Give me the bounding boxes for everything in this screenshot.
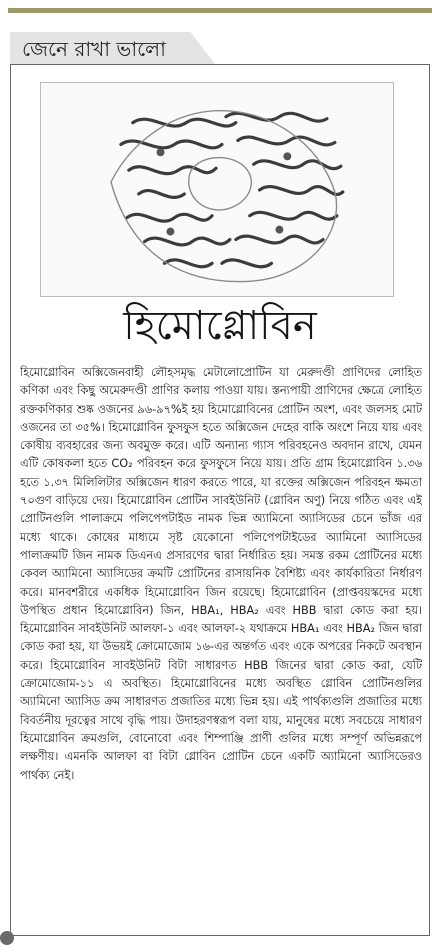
corner-bullet-icon: [0, 931, 14, 945]
top-rule: [8, 8, 432, 13]
article-headline: হিমোগ্লোবিন: [123, 303, 317, 349]
hemoglobin-structure-image: [40, 82, 394, 297]
section-title: জেনে রাখা ভালো: [22, 37, 166, 61]
article-body: হিমোগ্লোবিন অক্সিজেনবাহী লৌহসমৃদ্ধ মেটালোপ্রোটিন যা মেরুদণ্ডী প্রাণিদের লোহিত কণিকা এবং কিছু অমেরুদণ্ডী প্রাণির কলায় পাওয়া যায়। স্তন্যপায়ী প্রাণিদের ক্ষেত্রে লোহিত রক্তকণিকার শুষ্ক ওজনের ৯৬-৯৭%ই হয় হিমোগ্লোবিনের প্রোটিন অংশ, এবং জলসহ মোট ওজনের তা ৩৫%। হিমোগ্লোবিন ফুসফুস হতে অক্সিজেন দেহের বাকি অংশে নিয়ে যায় এবং কোষীয় ব্যবহারের জন্য অবমুক্ত করে। এটি অন্যান্য গ্যাস পরিবহনেও অবদান রাখে, যেমন এটি কোষকলা হতে CO₂ পরিবহন করে ফুসফুসে নিয়ে যায়। প্রতি গ্রাম হিমোগ্লোবিন ১.৩৬ হতে ১.৩৭ মিলিলিটার অক্সিজেন ধারণ করতে পারে, যা রক্তের অক্সিজেন পরিবহন ক্ষমতা ৭০গুণ বাড়িয়ে দেয়। হিমোগ্লোবিন প্রোটিন সাবইউনিট (গ্লোবিন অণু) নিয়ে গঠিত এবং এই প্রোটিনগুলি পালাক্রমে পলিপেপটাইড নামক ভিন্ন অ্যামিনো অ্যাসিডের চেনে ভাঁজ এর মধ্যে থাকে। কোষের মাধ্যমে সৃষ্ট যেকোনো পলিপেপটাইডের অ্যামিনো অ্যাসিডের পালাক্রমটি জিন নামক ডিএনএ প্রসারণের দ্বারা নির্ধারিত হয়। সমস্ত রকম প্রোটিনের মধ্যে কেবল অ্যামিনো অ্যাসিডের ক্রমটি প্রোটিনের রাসায়নিক বৈশিষ্ট্য এবং কার্যকারিতা নির্ধারণ করে। মানবশরীরে একধিক হিমোগ্লোবিন জিন রয়েছে। হিমোগ্লোবিন (প্রাপ্তবয়স্কদের মধ্যে উপস্থিত প্রধান হিমোগ্লোবিন) জিন, HBA₁, HBA₂ এবং HBB দ্বারা কোড করা হয়। হিমোগ্লোবিন সাবইউনিট আলফা-১ এবং আলফা-২ যথাক্রমে HBA₁ এবং HBA₂ জিন দ্বারা কোড করা হয়, যা উভয়ই ক্রোমোজোম ১৬-এর অন্তর্গত এবং একে অপরের নিকটে অবস্থান করে। হিমোগ্লোবিন সাবইউনিট বিটা সাধারণত HBB জিনের দ্বারা কোড করা, যেটি ক্রোমোজোম-১১ এ অবস্থিত। হিমোগ্লোবিনের মধ্যে অবস্থিত গ্লোবিন প্রোটিনগুলির অ্যামিনো অ্যাসিড ক্রম সাধারণত প্রজাতির মধ্যে ভিন্ন হয়। এই পার্থক্যগুলি প্রজাতির মধ্যে বিবর্তনীয় দূরত্বের সাথে বৃদ্ধি পায়। উদাহরণস্বরূপ বলা যায়, মানুষের মধ্যে সবচেয়ে সাধারণ হিমোগ্লোবিন ক্রমগুলি, বোনোবো এবং শিম্পাঞ্জি প্রাণী গুলির মধ্যে সম্পূর্ণ অভিন্নরূপে লক্ষণীয়। এমনকি আলফা বা বিটা গ্লোবিন প্রোটিন চেনে একটি অ্যামিনো অ্যাসিডেরও পার্থক্য নেই।: [20, 366, 422, 782]
